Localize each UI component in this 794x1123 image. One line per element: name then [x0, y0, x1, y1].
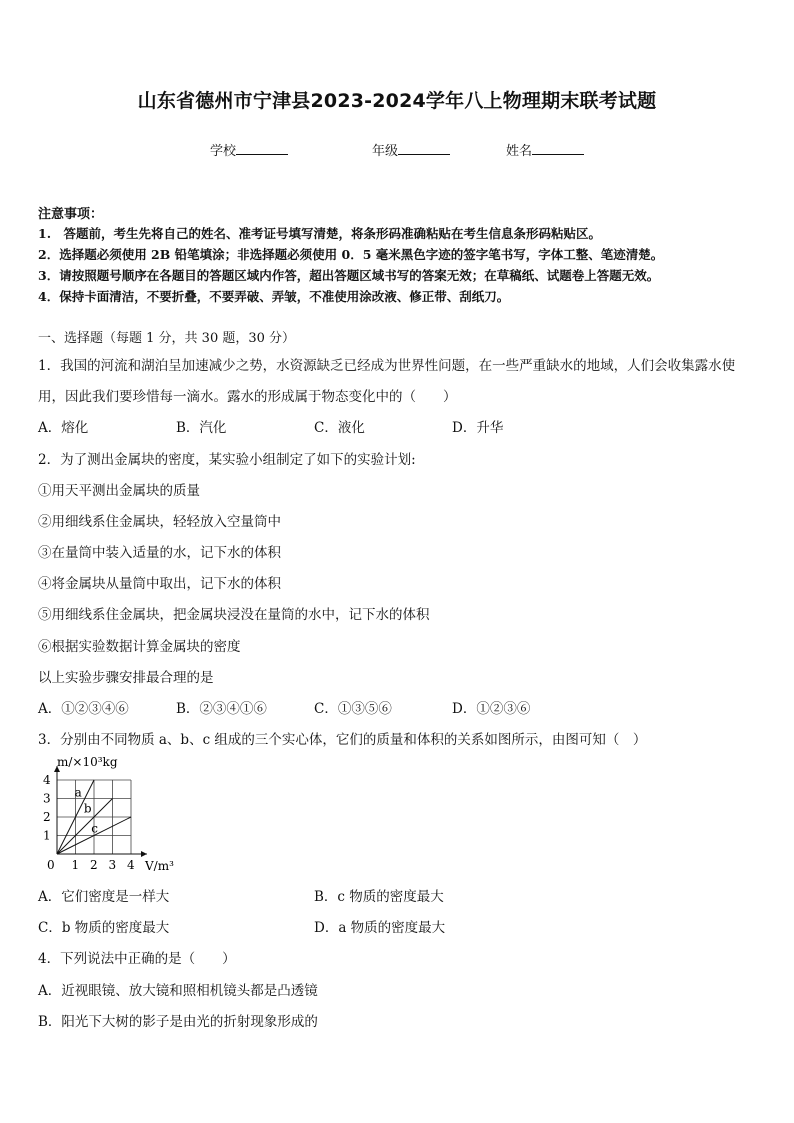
grade-field[interactable] [372, 140, 450, 159]
q4-option-a[interactable]: A．近视眼镜、放大镜和照相机镜头都是凸透镜 [38, 983, 318, 999]
q2-option-d[interactable]: D．①②③⑥ [452, 701, 531, 717]
school-field[interactable] [210, 140, 288, 159]
series-label-c: c [91, 821, 98, 836]
x-axis-label: V/m³ [145, 859, 174, 873]
q1-option-c[interactable]: C．液化 [314, 420, 365, 436]
q2-step-3: ③在量筒中装入适量的水，记下水的体积 [38, 545, 281, 561]
name-field[interactable] [506, 140, 584, 159]
q3-stem: 3．分别由不同物质 a、b、c 组成的三个实心体，它们的质量和体积的关系如图所示，由图可知（ ） [38, 732, 647, 748]
q3-option-c[interactable]: C．b 物质的密度最大 [38, 920, 170, 936]
q2-option-b[interactable]: B．②③④①⑥ [176, 701, 267, 717]
y-tick-label: 3 [43, 791, 51, 806]
notice-item-1: 1. 答题前，考生先将自己的姓名、准考证号填写清楚，将条形码准确粘贴在考生信息条形码粘贴区。 [38, 226, 602, 241]
x-tick-label: 1 [71, 858, 80, 872]
notice-item-2: 2．选择题必须使用 2B 铅笔填涂；非选择题必须使用 0．5 毫米黑色字迹的签字笔书写，字体工整、笔迹清楚。 [38, 247, 664, 262]
q3-option-a[interactable]: A．它们密度是一样大 [38, 889, 170, 905]
chart-labels [43, 755, 174, 873]
notice-item-4: 4．保持卡面清洁，不要折叠，不要弄破、弄皱，不准使用涂改液、修正带、刮纸刀。 [38, 289, 510, 304]
q1-stem-line2: 用，因此我们要珍惜每一滴水。露水的形成属于物态变化中的（ ） [38, 389, 457, 405]
origin-label: 0 [47, 858, 55, 872]
q2-step-1: ①用天平测出金属块的质量 [38, 483, 200, 499]
q1-stem-line1: 1．我国的河流和湖泊呈加速减少之势，水资源缺乏已经成为世界性问题，在一些严重缺水的地域，人们会收集露水使 [38, 358, 736, 374]
x-axis-arrow [141, 851, 147, 857]
q2-step-2: ②用细线系住金属块，轻轻放入空量筒中 [38, 514, 281, 530]
page-title: 山东省德州市宁津县2023-2024学年八上物理期末联考试题 [137, 90, 657, 112]
y-tick-label: 4 [43, 773, 51, 787]
q2-step-6: ⑥根据实验数据计算金属块的密度 [38, 639, 241, 655]
x-tick-label: 2 [90, 858, 98, 872]
grade-label: 年级 [372, 144, 399, 159]
q2-option-a[interactable]: A．①②③④⑥ [38, 701, 129, 717]
y-axis-label: m/×10³kg [57, 755, 118, 769]
school-blank[interactable] [236, 142, 288, 155]
y-tick-label: 2 [43, 810, 51, 824]
name-blank[interactable] [532, 142, 584, 155]
q1-option-b[interactable]: B．汽化 [176, 420, 227, 436]
q1-option-d[interactable]: D．升华 [452, 420, 504, 436]
x-tick-label: 3 [108, 858, 117, 872]
q2-question: 以上实验步骤安排最合理的是 [38, 670, 214, 686]
school-label: 学校 [210, 144, 237, 159]
x-tick-label: 4 [127, 858, 135, 872]
section-title: 一、选择题（每题 1 分，共 30 题，30 分） [38, 331, 296, 346]
q1-option-a[interactable]: A．熔化 [38, 420, 89, 436]
mass-volume-chart [40, 752, 180, 874]
q4-option-b[interactable]: B．阳光下大树的影子是由光的折射现象形成的 [38, 1014, 318, 1030]
name-label: 姓名 [506, 144, 533, 159]
q2-stem: 2．为了测出金属块的密度，某实验小组制定了如下的实验计划: [38, 452, 416, 468]
q4-stem: 4．下列说法中正确的是（ ） [38, 951, 236, 967]
grade-blank[interactable] [398, 142, 450, 155]
q3-option-b[interactable]: B．c 物质的密度最大 [314, 889, 444, 905]
q3-option-d[interactable]: D．a 物质的密度最大 [314, 920, 446, 936]
y-tick-label: 1 [43, 828, 51, 843]
q2-step-4: ④将金属块从量筒中取出，记下水的体积 [38, 576, 281, 592]
series-label-a: a [74, 785, 82, 800]
notice-heading: 注意事项： [38, 207, 104, 222]
q2-option-c[interactable]: C．①③⑤⑥ [314, 701, 392, 717]
q2-step-5: ⑤用细线系住金属块，把金属块浸没在量筒的水中，记下水的体积 [38, 607, 430, 623]
notice-item-3: 3．请按照题号顺序在各题目的答题区域内作答，超出答题区域书写的答案无效；在草稿纸、试题卷上答题无效。 [38, 268, 660, 283]
series-label-b: b [83, 801, 92, 816]
